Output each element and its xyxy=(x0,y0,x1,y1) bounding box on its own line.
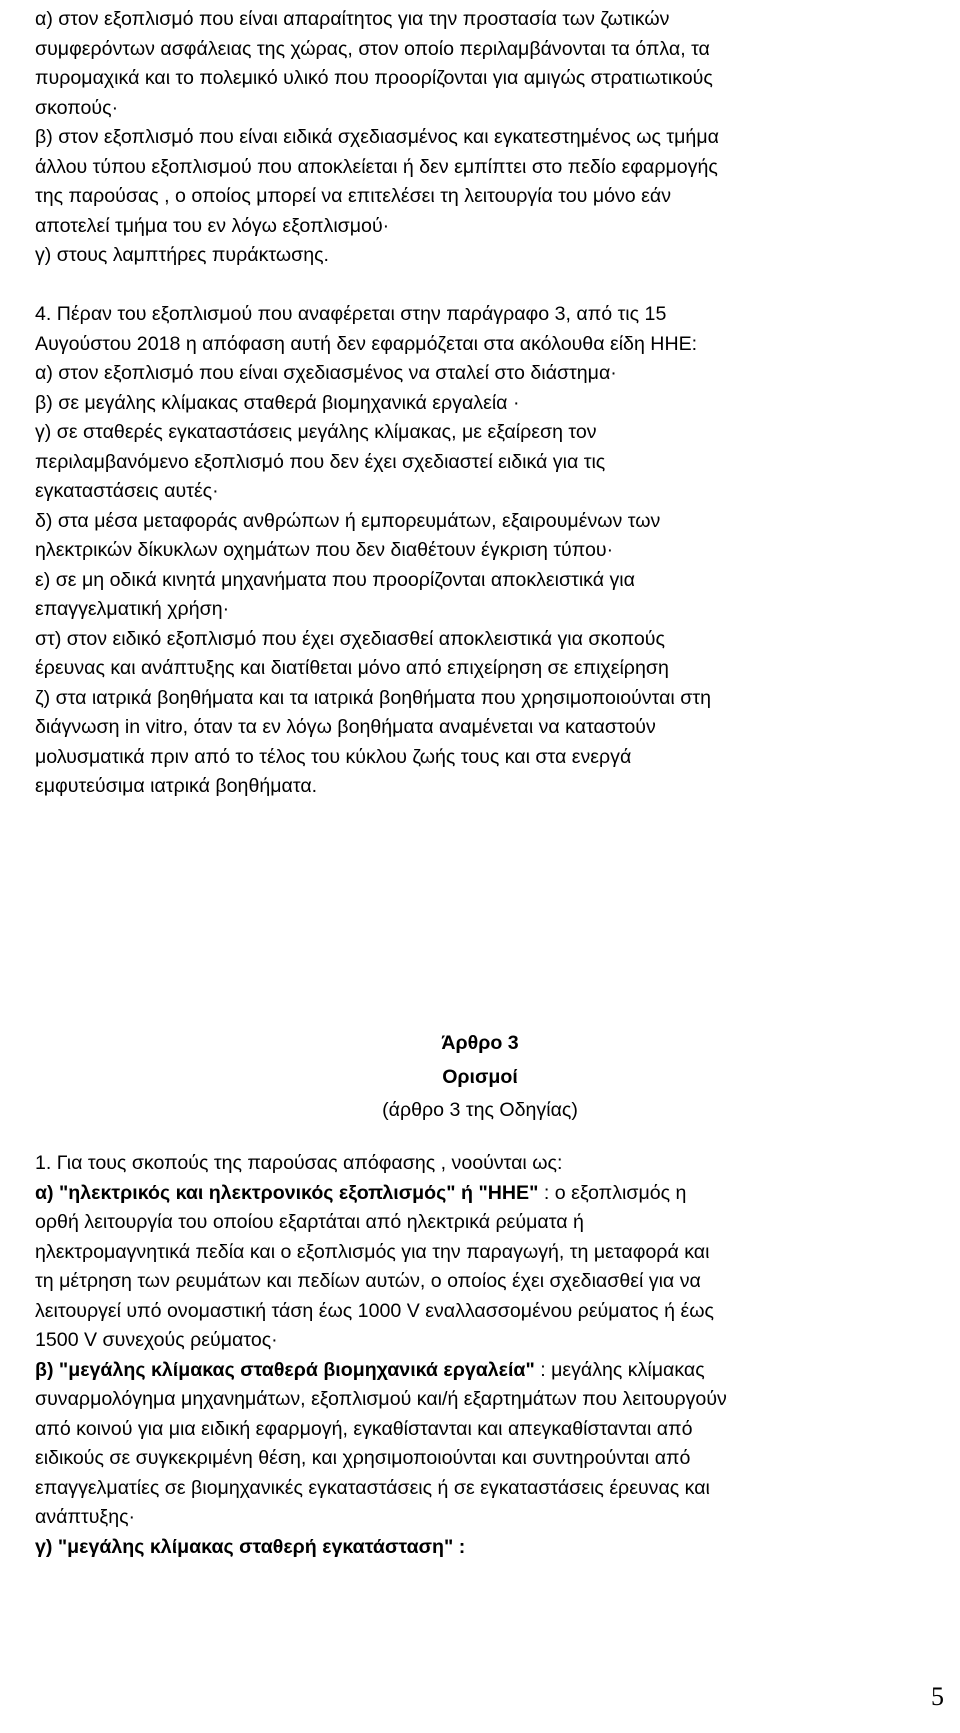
text-line: συμφερόντων ασφάλειας της χώρας, στον οποίο περιλαμβάνονται τα όπλα, τα xyxy=(35,37,710,60)
definition-a-text: : ο εξοπλισμός η xyxy=(538,1181,687,1204)
definitions-section xyxy=(35,1149,915,1562)
text-line: ειδικούς σε συγκεκριμένη θέση, και χρησιμοποιούνται και συντηρούνται από xyxy=(35,1447,691,1469)
text-line: έρευνας και ανάπτυξης και διατίθεται μόνο από επιχείρηση σε επιχείρηση xyxy=(35,657,669,679)
definition-b-text: : μεγάλης κλίμακας xyxy=(534,1358,705,1381)
text-line: ζ) στα ιατρικά βοηθήματα και τα ιατρικά βοηθήματα που χρησιμοποιούνται στη xyxy=(35,686,711,709)
text-line: από κοινού για μια ειδική εφαρμογή, εγκαθίστανται και απεγκαθίστανται από xyxy=(35,1417,693,1440)
definitions-intro: 1. Για τους σκοπούς της παρούσας απόφασης , νοούνται ως: xyxy=(35,1152,563,1174)
text-line: άλλου τύπου εξοπλισμού που αποκλείεται ή δεν εμπίπτει στο πεδίο εφαρμογής xyxy=(35,155,718,178)
text-line: συναρμολόγημα μηχανημάτων, εξοπλισμού και/ή εξαρτημάτων που λειτουργούν xyxy=(35,1388,727,1410)
text-line: διάγνωση in vitro, όταν τα εν λόγω βοηθήματα αναμένεται να καταστούν xyxy=(35,716,656,738)
text-line: στ) στον ειδικό εξοπλισμό που έχει σχεδιασθεί αποκλειστικά για σκοπούς xyxy=(35,627,665,650)
text-line: επαγγελματίες σε βιομηχανικές εγκαταστάσεις ή σε εγκαταστάσεις έρευνας και xyxy=(35,1476,710,1499)
text-line: πυρομαχικά και το πολεμικό υλικό που προορίζονται για αμιγώς στρατιωτικούς xyxy=(35,67,713,89)
text-line: ηλεκτρομαγνητικά πεδία και ο εξοπλισμός για την παραγωγή, τη μεταφορά και xyxy=(35,1240,710,1263)
exclusions-paragraph-3 xyxy=(35,5,915,271)
article-title: Ορισμοί xyxy=(442,1066,518,1088)
text-line: αποτελεί τμήμα του εν λόγω εξοπλισμού· xyxy=(35,214,390,237)
text-line: γ) σε σταθερές εγκαταστάσεις μεγάλης κλίμακας, με εξαίρεση τον xyxy=(35,421,597,443)
text-line: Αυγούστου 2018 η απόφαση αυτή δεν εφαρμόζεται στα ακόλουθα είδη ΗΗΕ: xyxy=(35,332,698,355)
text-line: 1500 V συνεχούς ρεύματος· xyxy=(35,1329,278,1351)
text-line: της παρούσας , ο οποίος μπορεί να επιτελέσει τη λειτουργία του μόνο εάν xyxy=(35,185,672,207)
text-line: ηλεκτρικών δίκυκλων οχημάτων που δεν διαθέτουν έγκριση τύπου· xyxy=(35,539,614,561)
text-line: εμφυτεύσιμα ιατρικά βοηθήματα. xyxy=(35,775,318,797)
article-reference: (άρθρο 3 της Οδηγίας) xyxy=(382,1099,578,1121)
definition-a-term: α) "ηλεκτρικός και ηλεκτρονικός εξοπλισμός" ή "ΗΗΕ" xyxy=(35,1181,539,1204)
text-line: περιλαμβανόμενο εξοπλισμό που δεν έχει σχεδιαστεί ειδικά για τις xyxy=(35,450,606,473)
definition-b-first-line xyxy=(35,1356,915,1386)
text-line: λειτουργεί υπό ονομαστική τάση έως 1000 V εναλλασσομένου ρεύματος ή έως xyxy=(35,1299,714,1322)
definition-c-term: γ) "μεγάλης κλίμακας σταθερή εγκατάσταση" : xyxy=(35,1535,466,1558)
text-line: α) στον εξοπλισμό που είναι απαραίτητος για την προστασία των ζωτικών xyxy=(35,8,670,30)
text-line: τη μέτρηση των ρευμάτων και πεδίων αυτών, ο οποίος έχει σχεδιασθεί για να xyxy=(35,1270,701,1292)
definition-a-first-line xyxy=(35,1179,915,1209)
text-line: γ) στους λαμπτήρες πυράκτωσης. xyxy=(35,244,330,266)
text-line: μολυσματικά πριν από το τέλος του κύκλου ζωής τους και στα ενεργά xyxy=(35,745,632,768)
text-line: ανάπτυξης· xyxy=(35,1506,136,1528)
exclusions-paragraph-4 xyxy=(35,300,915,802)
text-line: β) στον εξοπλισμό που είναι ειδικά σχεδιασμένος και εγκατεστημένος ως τμήμα xyxy=(35,126,719,148)
text-line: εγκαταστάσεις αυτές· xyxy=(35,480,219,502)
text-line: ορθή λειτουργία του οποίου εξαρτάται από ηλεκτρικά ρεύματα ή xyxy=(35,1211,584,1233)
text-line: α) στον εξοπλισμό που είναι σχεδιασμένος να σταλεί στο διάστημα· xyxy=(35,362,617,384)
text-line: ε) σε μη οδικά κινητά μηχανήματα που προορίζονται αποκλειστικά για xyxy=(35,568,635,591)
text-line: 4. Πέραν του εξοπλισμού που αναφέρεται στην παράγραφο 3, από τις 15 xyxy=(35,303,667,325)
article-number: Άρθρο 3 xyxy=(441,1032,519,1054)
text-line: δ) στα μέσα μεταφοράς ανθρώπων ή εμπορευμάτων, εξαιρουμένων των xyxy=(35,509,661,532)
definition-b-term: β) "μεγάλης κλίμακας σταθερά βιομηχανικά εργαλεία" xyxy=(35,1358,535,1381)
page-number: 5 xyxy=(931,1682,944,1711)
text-line: β) σε μεγάλης κλίμακας σταθερά βιομηχανικά εργαλεία · xyxy=(35,391,520,414)
text-line: σκοπούς· xyxy=(35,96,119,119)
text-line: επαγγελματική χρήση· xyxy=(35,598,230,620)
